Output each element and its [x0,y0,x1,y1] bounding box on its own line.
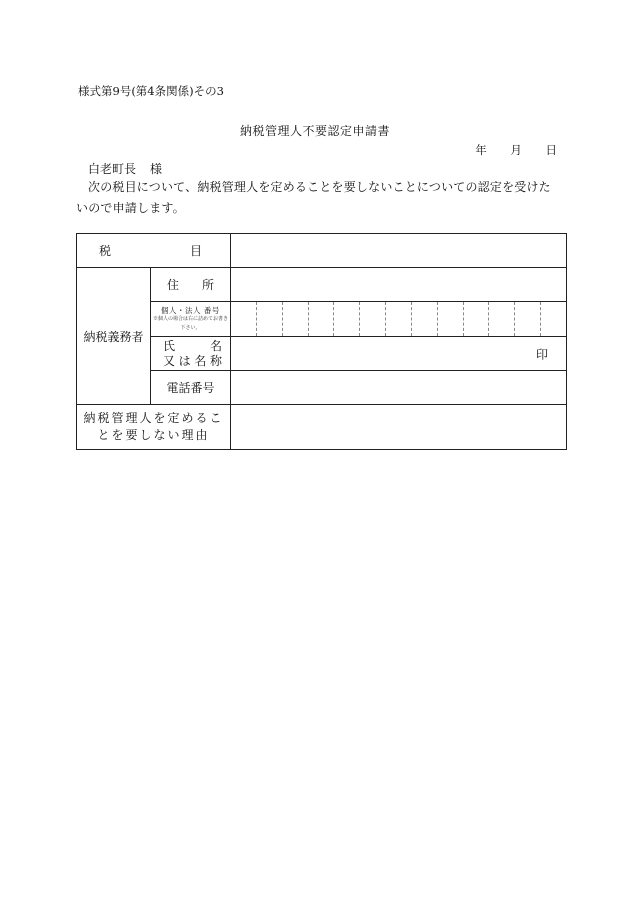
seal-mark: 印 [535,347,548,361]
number-digit-boxes [231,302,566,336]
digit-box[interactable] [386,302,412,336]
addressee-name: 白老町長 [88,162,137,176]
number-note: ※個人の場合は右に詰めてお書き下さい。 [152,315,228,331]
name-label-1a: 氏 [163,338,176,353]
digit-box[interactable] [309,302,335,336]
application-form-table [76,233,567,450]
digit-box[interactable] [489,302,515,336]
digit-box[interactable] [334,302,360,336]
name-label-2-char: は [178,353,191,368]
name-label [151,337,231,371]
honorific: 様 [150,162,163,176]
reason-label-line2: とを要しない理由 [97,428,210,442]
page-title: 納税管理人不要認定申請書 [239,124,390,138]
digit-box[interactable] [412,302,438,336]
year-label: 年 [475,143,487,157]
phone-label: 電話番号 [151,371,231,405]
address-row [77,268,567,302]
month-label: 月 [510,143,522,157]
name-label-2-char: 名 [194,353,207,368]
address-label-2: 所 [201,278,214,292]
name-label-2-char: 称 [209,353,222,368]
phone-field[interactable] [231,371,567,405]
digit-box[interactable] [231,302,257,336]
addressee [88,160,162,177]
body-text: 次の税目について、納税管理人を定めることを要しないことについての認定を受けたいので申請します。 [76,180,551,215]
name-label-1b: 名 [209,338,222,353]
reason-label-line1: 納税管理人を定めるこ [83,411,224,425]
digit-box[interactable] [515,302,541,336]
number-label-text: 個人・法人 番号 [161,305,220,315]
tax-item-label-2: 目 [189,244,202,258]
number-label [151,302,231,337]
name-row [77,337,567,371]
digit-box[interactable] [360,302,386,336]
digit-box[interactable] [541,302,566,336]
digit-box[interactable] [438,302,464,336]
reason-label [77,405,231,450]
address-label [151,268,231,302]
address-label-1: 住 [167,278,180,292]
number-row [77,302,567,337]
digit-box[interactable] [464,302,490,336]
name-field[interactable] [231,337,567,371]
tax-item-label-1: 税 [99,244,112,258]
date-line [475,142,557,158]
digit-box[interactable] [257,302,283,336]
tax-item-field[interactable] [231,234,567,268]
day-label: 日 [545,143,557,157]
tax-item-row [77,234,567,268]
reason-field[interactable] [231,405,567,450]
digit-box[interactable] [283,302,309,336]
tax-item-label [77,234,231,268]
number-field[interactable] [231,302,567,337]
address-field[interactable] [231,268,567,302]
form-identifier: 様式第9号(第4条関係)その3 [78,84,224,98]
reason-row [77,405,567,450]
taxpayer-label: 納税義務者 [77,268,151,405]
name-label-2-char: 又 [163,353,176,368]
phone-row [77,371,567,405]
